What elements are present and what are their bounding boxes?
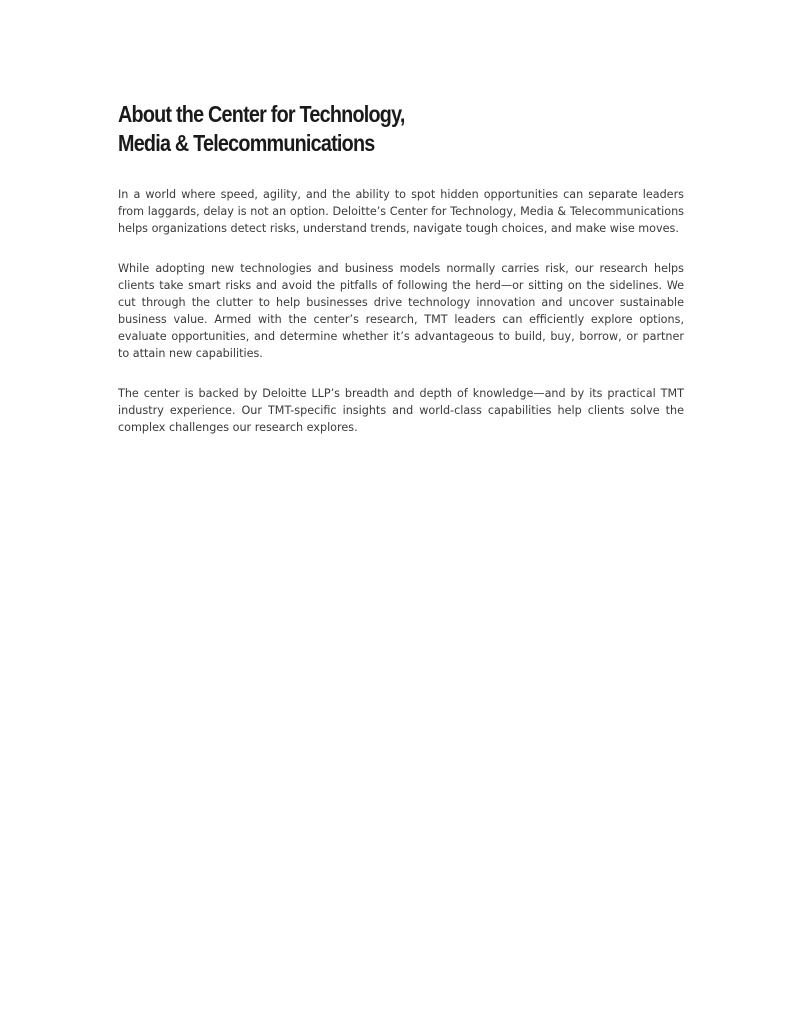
page-title-line-1: About the Center for Technology, xyxy=(118,101,405,127)
page-title-line-2: Media & Telecommunications xyxy=(118,130,375,156)
backing-paragraph: The center is backed by Deloitte LLP’s breadth and depth of knowledge—and by its practical TMT industry experience. Our TMT-specific insights and world-class capabilities help clients solve the complex challenges our research explores. xyxy=(118,387,684,434)
intro-paragraph: In a world where speed, agility, and the ability to spot hidden opportunities can separate leaders from laggards, delay is not an option. Deloitte’s Center for Technology, Media & Telecommunications helps organizations detect risks, understand trends, navigate tough choices, and make wise moves. xyxy=(118,188,684,235)
research-paragraph: While adopting new technologies and business models normally carries risk, our research helps clients take smart risks and avoid the pitfalls of following the herd—or sitting on the sidelines. We cut through the clutter to help businesses drive technology innovation and uncover sustainable business value. Armed with the center’s research, TMT leaders can efficiently explore options, evaluate opportunities, and determine whether it’s advantageous to build, buy, borrow, or partner to attain new capabilities. xyxy=(118,262,684,360)
about-section xyxy=(118,100,684,436)
page-title xyxy=(118,100,686,158)
